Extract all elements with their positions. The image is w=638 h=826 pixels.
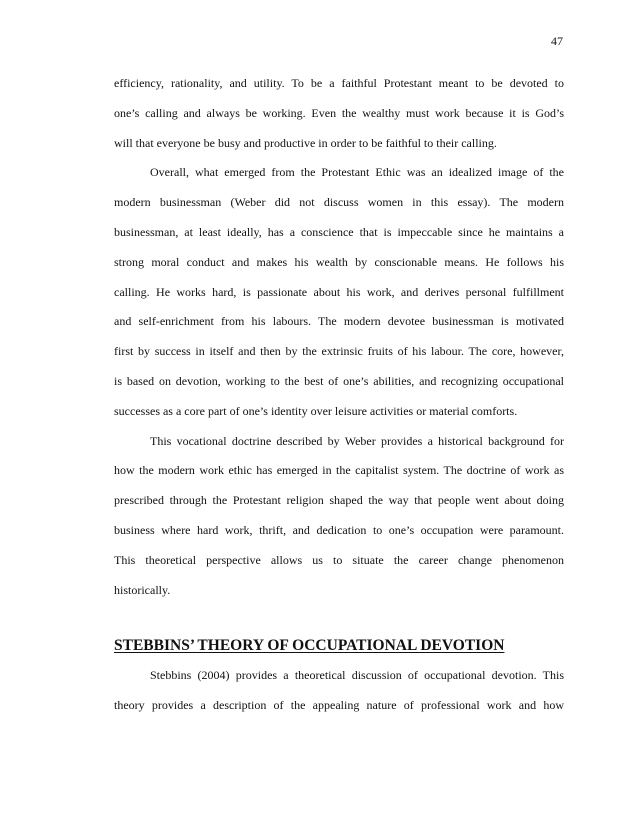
paragraph-line: modern businessman (Weber did not discuss women in this essay). The modern: [114, 195, 564, 210]
paragraph-line: business where hard work, thrift, and dedication to one’s occupation were paramount.: [114, 522, 564, 537]
paragraph-3: [114, 427, 564, 606]
paragraph-line: This theoretical perspective allows us to situate the career change phenomenon: [114, 552, 564, 567]
paragraph-line: Overall, what emerged from the Protestant Ethic was an idealized image of the: [150, 165, 564, 180]
paragraph-2: [114, 158, 564, 426]
paragraph-line: Stebbins (2004) provides a theoretical discussion of occupational devotion. This: [150, 668, 564, 683]
paragraph-1: [114, 69, 564, 158]
paragraph-line: how the modern work ethic has emerged in the capitalist system. The doctrine of work as: [114, 463, 564, 478]
section-heading: STEBBINS’ THEORY OF OCCUPATIONAL DEVOTION: [114, 637, 505, 655]
paragraph-line: efficiency, rationality, and utility. To be a faithful Protestant meant to be devoted to: [114, 76, 564, 90]
paragraph-line: is based on devotion, working to the best of one’s abilities, and recognizing occupational: [114, 373, 564, 388]
paragraph-line: businessman, at least ideally, has a conscience that is impeccable since he maintains a: [114, 224, 564, 239]
paragraph-line: one’s calling and always be working. Even the wealthy must work because it is God’s: [114, 105, 564, 120]
document-body: [114, 69, 564, 721]
paragraph-line: This vocational doctrine described by Weber provides a historical background for: [150, 433, 564, 448]
page-number: 47: [551, 34, 563, 48]
paragraph-line: successes as a core part of one’s identity over leisure activities or material comforts.: [114, 403, 518, 418]
paragraph-line: calling. He works hard, is passionate about his work, and derives personal fulfillment: [114, 284, 564, 299]
paragraph-line: historically.: [114, 582, 171, 597]
paragraph-line: will that everyone be busy and productive in order to be faithful to their calling.: [114, 135, 497, 150]
section-paragraph: [114, 661, 564, 721]
paragraph-line: prescribed through the Protestant religion shaped the way that people went about doing: [114, 493, 564, 508]
paragraph-line: theory provides a description of the appealing nature of professional work and how: [114, 697, 564, 712]
paragraph-line: strong moral conduct and makes his wealth by conscionable means. He follows his: [114, 254, 564, 269]
paragraph-line: first by success in itself and then by the extrinsic fruits of his labour. The core, however,: [114, 344, 564, 359]
paragraph-line: and self-enrichment from his labours. The modern devotee businessman is motivated: [114, 314, 564, 329]
